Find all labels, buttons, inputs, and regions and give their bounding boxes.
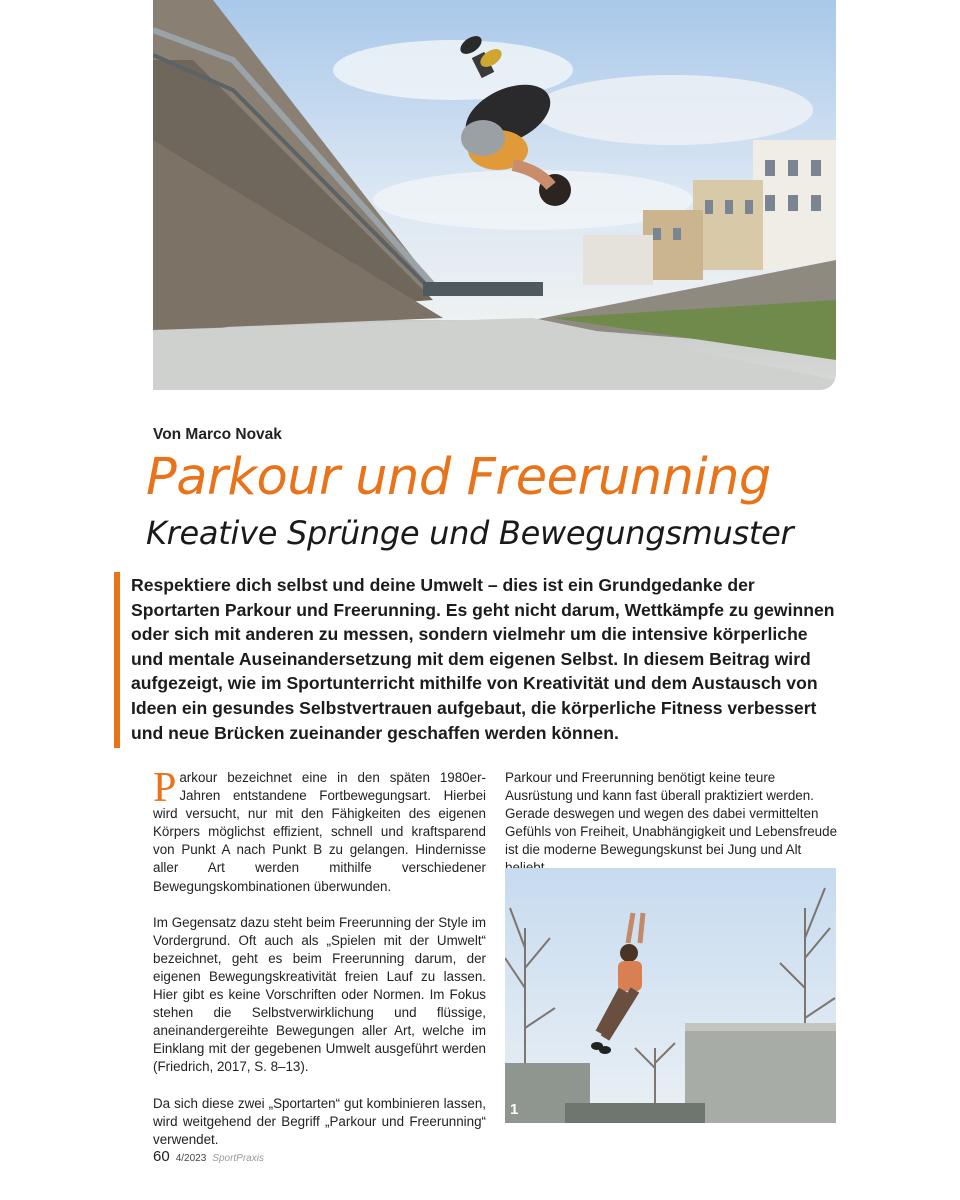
body-paragraph: Da sich diese zwei „Sportarten“ gut kombinieren lassen, wird weitgehend der Begriff „Parkour und Freerunning“ verwendet. bbox=[153, 1095, 486, 1147]
page-number: 60 bbox=[153, 1148, 170, 1165]
page-footer bbox=[153, 1148, 264, 1165]
author-byline: Von Marco Novak bbox=[153, 426, 282, 443]
body-column-right bbox=[505, 769, 838, 878]
hero-photo bbox=[153, 0, 836, 390]
figure-number: 1 bbox=[510, 1101, 519, 1118]
magazine-name: SportPraxis bbox=[212, 1153, 264, 1164]
article-title: Parkour und Freerunning bbox=[146, 448, 771, 507]
body-paragraph: Parkour und Freerunning benötigt keine teure Ausrüstung und kann fast überall praktiziert werden. Gerade deswegen und wegen des dabei vermittelten Gefühls von Freiheit, Unabhängigkeit und Lebensfreude ist die moderne Bewegungskunst bei Jung und Alt bbox=[505, 770, 838, 858]
drop-cap: P bbox=[153, 765, 177, 811]
figure-photo bbox=[505, 868, 836, 1123]
body-paragraph-text: arkour bezeichnet eine in den späten 1980er-Jahren entstandene Fortbewegungsart. Hierbei wird versucht, nur mit den Fähigkeiten des eigenen Körpers möglichst effizient, schnell und kraftsparend von Punkt A nach Punkt B zu gelangen. Hindernisse aller Art werden mithilfe verschiedener Bewegungskombinationen überwunden. bbox=[153, 770, 486, 894]
issue-label: 4/2023 bbox=[175, 1153, 207, 1164]
body-column-left bbox=[153, 765, 486, 1167]
article-subtitle: Kreative Sprünge und Bewegungsmuster bbox=[146, 514, 794, 552]
body-paragraph bbox=[153, 765, 486, 896]
body-paragraph: Im Gegensatz dazu steht beim Freerunning der Style im Vordergrund. Oft auch als „Spielen mit der Umwelt“ bezeichnet, geht es beim Freerunning darum, der eigenen Bewegungskreativität freien Lauf zu lassen. Hier gibt es keine Vorschriften oder Normen. Im Fokus stehen die Selbstverwirklichung und flüssige, aneinandergereihte Bewegungen aller Art, welche im Einklang mit der gegebenen Umwelt ausgeführt werden (Friedrich, 2017, S. 8–13). bbox=[153, 914, 486, 1075]
lead-paragraph: Respektiere dich selbst und deine Umwelt – dies ist ein Grundgedanke der Sportarten Parkour und Freerunning. Es geht nicht darum, Wettkämpfe zu gewinnen oder sich mit anderen zu messen, sondern vielmehr um die intensive körperliche und mentale Auseinandersetzung mit dem eigenen Selbst. In diesem Beitrag wird aufgezeigt, wie im Sportunterricht mithilfe von Kreativität und dem Austausch von Ideen ein gesundes Selbstvertrauen aufgebaut, die körperliche Fitness verbessert und neue Brücken zueinander geschaffen werden können. bbox=[131, 575, 835, 743]
lead-accent-bar bbox=[114, 572, 120, 748]
